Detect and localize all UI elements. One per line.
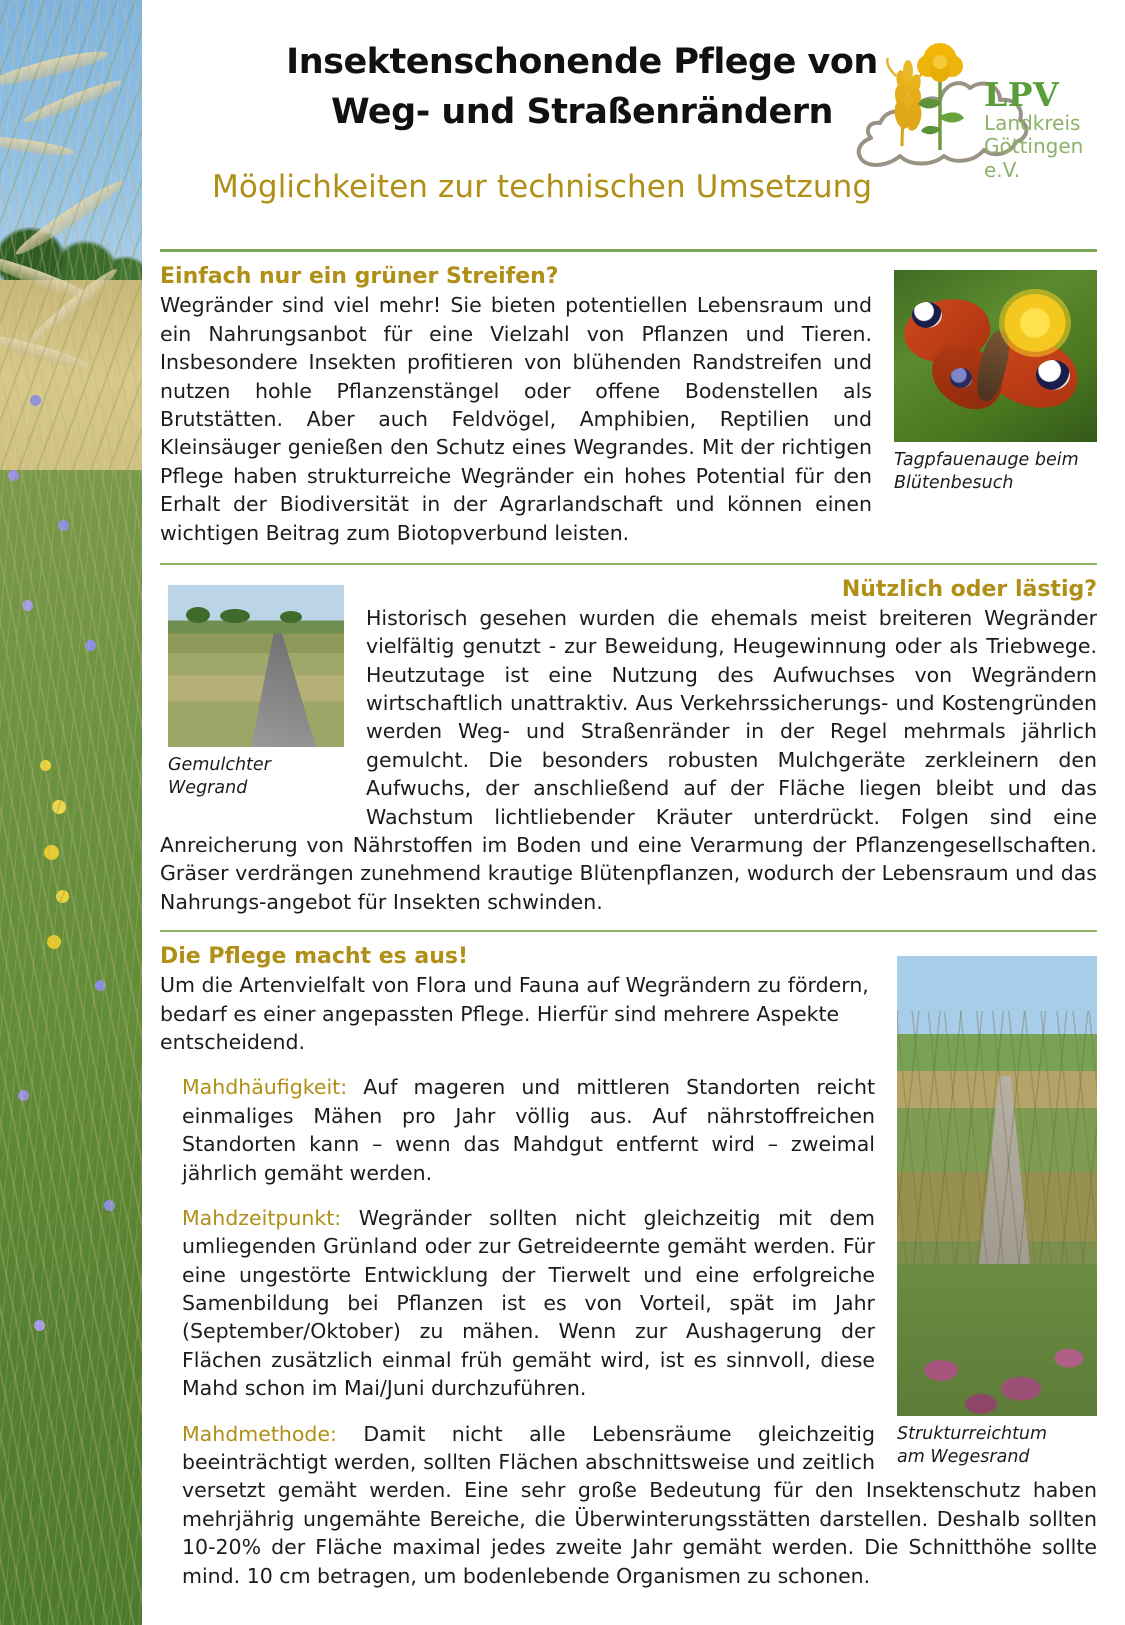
logo-line-2: Göttingen e.V. [984,134,1084,182]
mulched-wayside-photo [168,585,344,747]
care-item-lead: Mahdzeitpunkt: [182,1205,342,1230]
section-heading-1: Einfach nur ein grüner Streifen? [160,264,559,290]
section-die-pflege-macht-es-aus [160,944,1097,1590]
care-item-text: Wegränder sollten nicht gleichzeitig mit dem umliegenden Grünland oder zur Getreideernte gemäht werden. Für eine ungestörte Entwicklung der Tierwelt und eine erfolgreiche Samenbildung bei Pflanzen ist es von Vorteil, spät im Jahr (September/Oktober) zu mähen. Wenn zur Aushagerung der Flächen zusätzlich einmal früh gemäht wird, ist es sinnvoll, diese Mahd schon im Mai/Juni durchzuführen. [182,1205,875,1401]
divider-1 [160,563,1097,565]
mulch-tree-1 [186,607,210,623]
strip-grass-texture [0,0,142,1625]
figure-mulched-wayside [168,585,344,800]
caption-line-2: am Wegesrand [897,1446,1030,1467]
figure-peacock-butterfly [894,270,1097,495]
document-header [160,0,1097,211]
page-subtitle: Möglichkeiten zur technischen Umsetzung [212,169,873,206]
section-body-1: Wegränder sind viel mehr! Sie bieten potentiellen Lebensraum und ein Nahrungsanbot für eine Vielzahl von Pflanzen und Tieren. Insbesondere Insekten profitieren von blühenden Randstreifen und nutzen hohle Pflanzenstängel oder offene Bodenstellen als Brutstätten. Aber auch Feldvögel, Amphibien, Reptilien und Kleinsäuger genießen den Schutz eines Wegrandes. Mit der richtigen Pflege haben strukturreiche Wegränder ein hohes Potential für den Erhalt der Biodiversität in der Agrarlandschaft und können einen wichtigen Beitrag zum Biotopverbund leisten. [160,293,872,545]
mulch-tree-3 [280,611,302,623]
structure-rich-wayside-photo [897,956,1097,1416]
section-heading-3: Die Pflege macht es aus! [160,944,469,970]
title-block [232,38,932,137]
page-title-line-1: Insektenschonende Pflege von [286,42,878,82]
section-heading-2: Nützlich oder lästig? [841,576,1097,602]
buttercup-flower-icon [917,43,964,150]
section-body-2: Historisch gesehen wurden die ehemals meist breiteren Wegränder vielfältig genutzt - zur Beweidung, Heugewinnung oder als Triebwege. Heutzutage ist eine Nutzung des Aufwuchses von Wegrändern wirtschaftlich unattraktiv. Aus Verkehrssicherungs- und Kostengründen werden Weg- und Straßenränder in der Regel mehrmals jährlich gemulcht. Die besonders robusten Mulchgeräte zerkleinern den Aufwuchs, der anschließend auf der Fläche liegen bleibt und das Wachstum lichtliebender Kräuter unterdrückt. Folgen sind eine Anreicherung von Nährstoffen im Boden und eine Verarmung der Pflanzengesellschaften. Gräser verdrängen zunehmend krautige Blütenpflanzen, wodurch der Lebensraum und das Nahrungs-angebot für Insekten schwinden. [160,605,1097,914]
peacock-butterfly-photo [894,270,1097,442]
dandelion-flower [1004,294,1066,352]
care-item-text: Damit nicht alle Lebensräume gleichzeitig beeinträchtigt werden, sollten Flächen abschnittsweise und zeitlich versetzt gemäht werden. Eine sehr große Bedeutung für den Insektenschutz haben mehrjährig ungemähte Bereiche, die Überwinterungsstätten darstellen. Deshalb sollten 10-20% der Fläche maximal jedes zweite Jahr gemäht werden. Die Schnitthöhe sollte mind. 10 cm betragen, um bodenlebende Organismen zu schonen. [182,1421,1097,1588]
figure-caption-butterfly [894,449,1097,495]
figure-caption-mulched [168,754,344,800]
care-item-lead: Mahdmethode: [182,1421,337,1446]
main-content [145,0,1125,1625]
caption-line-1: Strukturreichtum [897,1424,1048,1445]
care-item-text: Auf mageren und mittleren Standorten reicht einmaliges Mähen pro Jahr völlig aus. Auf nährstoffreichen Standorten kann – wenn das Mahdgut entfernt wird – zweimal jährlich gemäht werden. [182,1075,875,1185]
section-gruener-streifen [160,264,1097,547]
logo-line-1: Landkreis [984,110,1081,135]
left-photo-strip [0,0,142,1625]
mulch-tree-2 [220,609,250,623]
divider-2 [160,930,1097,932]
section-intro-3: Um die Artenvielfalt von Flora und Fauna auf Wegrändern zu fördern, bedarf es einer angepassten Pflege. Hierfür sind mehrere Aspekte entscheidend. [160,973,869,1054]
logo-acronym: LPV [984,75,1060,114]
figure-structure-rich-wayside [897,956,1097,1469]
section-nuetzlich-oder-laestig [160,577,1097,916]
logo-text-block [984,75,1089,182]
caption-line-1: Gemulchter Wegrand [168,754,271,798]
mulch-road [245,633,315,746]
structure-flowers [897,1264,1097,1416]
lpv-logo [844,38,1089,180]
figure-caption-structure [897,1423,1097,1469]
divider-top [160,249,1097,252]
caption-line-2: Blütenbesuch [894,473,1014,494]
care-item-lead: Mahdhäufigkeit: [182,1075,348,1100]
page-title-line-2: Weg- und Straßenrändern [331,91,833,132]
caption-line-1: Tagpfauenauge beim [894,450,1079,471]
